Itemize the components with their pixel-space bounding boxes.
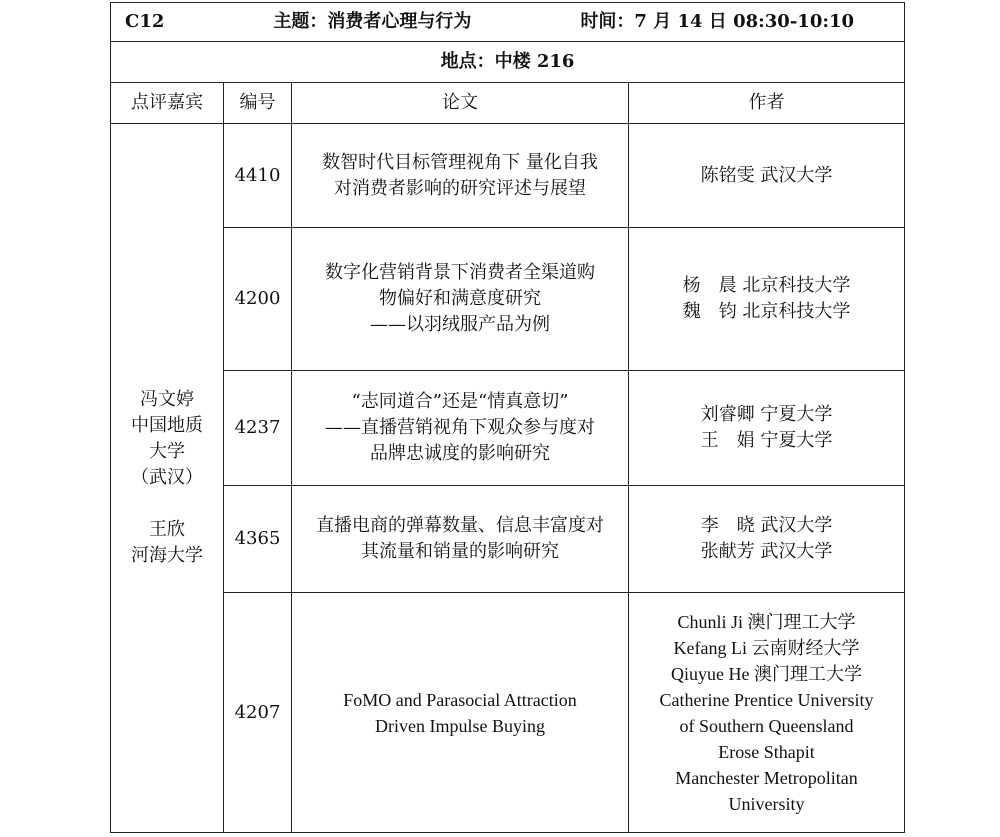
reviewer-affiliation: 大学 bbox=[149, 441, 185, 462]
reviewer-name: 王欣 bbox=[149, 519, 185, 540]
paper-authors: Chunli Ji 澳门理工大学 Kefang Li 云南财经大学 Qiuyue He 澳门理工大学 Catherine Prentice University of Southern Queensland Erose Sthapit Manchester Metropolitan University bbox=[629, 593, 905, 833]
paper-number: 4365 bbox=[224, 486, 292, 593]
session-location: 地点：中楼 216 bbox=[111, 42, 905, 83]
session-header-cell bbox=[111, 3, 905, 42]
column-header-author: 作者 bbox=[629, 83, 905, 124]
table-row bbox=[111, 486, 905, 593]
reviewer-affiliation: 中国地质 bbox=[131, 415, 203, 436]
table-row bbox=[111, 124, 905, 228]
paper-title: 数智时代目标管理视角下 量化自我 对消费者影响的研究评述与展望 bbox=[292, 124, 629, 228]
session-schedule-table bbox=[110, 2, 905, 833]
paper-number: 4237 bbox=[224, 371, 292, 486]
paper-authors: 陈铭雯 武汉大学 bbox=[629, 124, 905, 228]
paper-authors: 李 晓 武汉大学 张献芳 武汉大学 bbox=[629, 486, 905, 593]
reviewer-affiliation: 河海大学 bbox=[131, 545, 203, 566]
paper-authors: 刘睿卿 宁夏大学 王 娟 宁夏大学 bbox=[629, 371, 905, 486]
paper-number: 4410 bbox=[224, 124, 292, 228]
session-topic: 主题：消费者心理与行为 bbox=[273, 11, 472, 32]
session-time: 时间：7 月 14 日 08:30-10:10 bbox=[580, 11, 855, 32]
column-header-number: 编号 bbox=[224, 83, 292, 124]
reviewer-name: 冯文婷 bbox=[140, 389, 194, 410]
paper-number: 4207 bbox=[224, 593, 292, 833]
table-row bbox=[111, 371, 905, 486]
paper-title: 直播电商的弹幕数量、信息丰富度对 其流量和销量的影响研究 bbox=[292, 486, 629, 593]
location-row bbox=[111, 42, 905, 83]
column-header-reviewer: 点评嘉宾 bbox=[111, 83, 224, 124]
column-header-row bbox=[111, 83, 905, 124]
paper-number: 4200 bbox=[224, 228, 292, 371]
reviewers-cell bbox=[111, 124, 224, 833]
paper-title: 数字化营销背景下消费者全渠道购 物偏好和满意度研究 ——以羽绒服产品为例 bbox=[292, 228, 629, 371]
paper-title: “志同道合”还是“情真意切” ——直播营销视角下观众参与度对 品牌忠诚度的影响研究 bbox=[292, 371, 629, 486]
reviewer-affiliation: （武汉） bbox=[131, 467, 203, 488]
table-row bbox=[111, 228, 905, 371]
column-header-paper: 论文 bbox=[292, 83, 629, 124]
paper-authors: 杨 晨 北京科技大学 魏 钧 北京科技大学 bbox=[629, 228, 905, 371]
session-code: C12 bbox=[125, 11, 165, 32]
session-header-row bbox=[111, 3, 905, 42]
table-row bbox=[111, 593, 905, 833]
paper-title: FoMO and Parasocial Attraction Driven Impulse Buying bbox=[292, 593, 629, 833]
